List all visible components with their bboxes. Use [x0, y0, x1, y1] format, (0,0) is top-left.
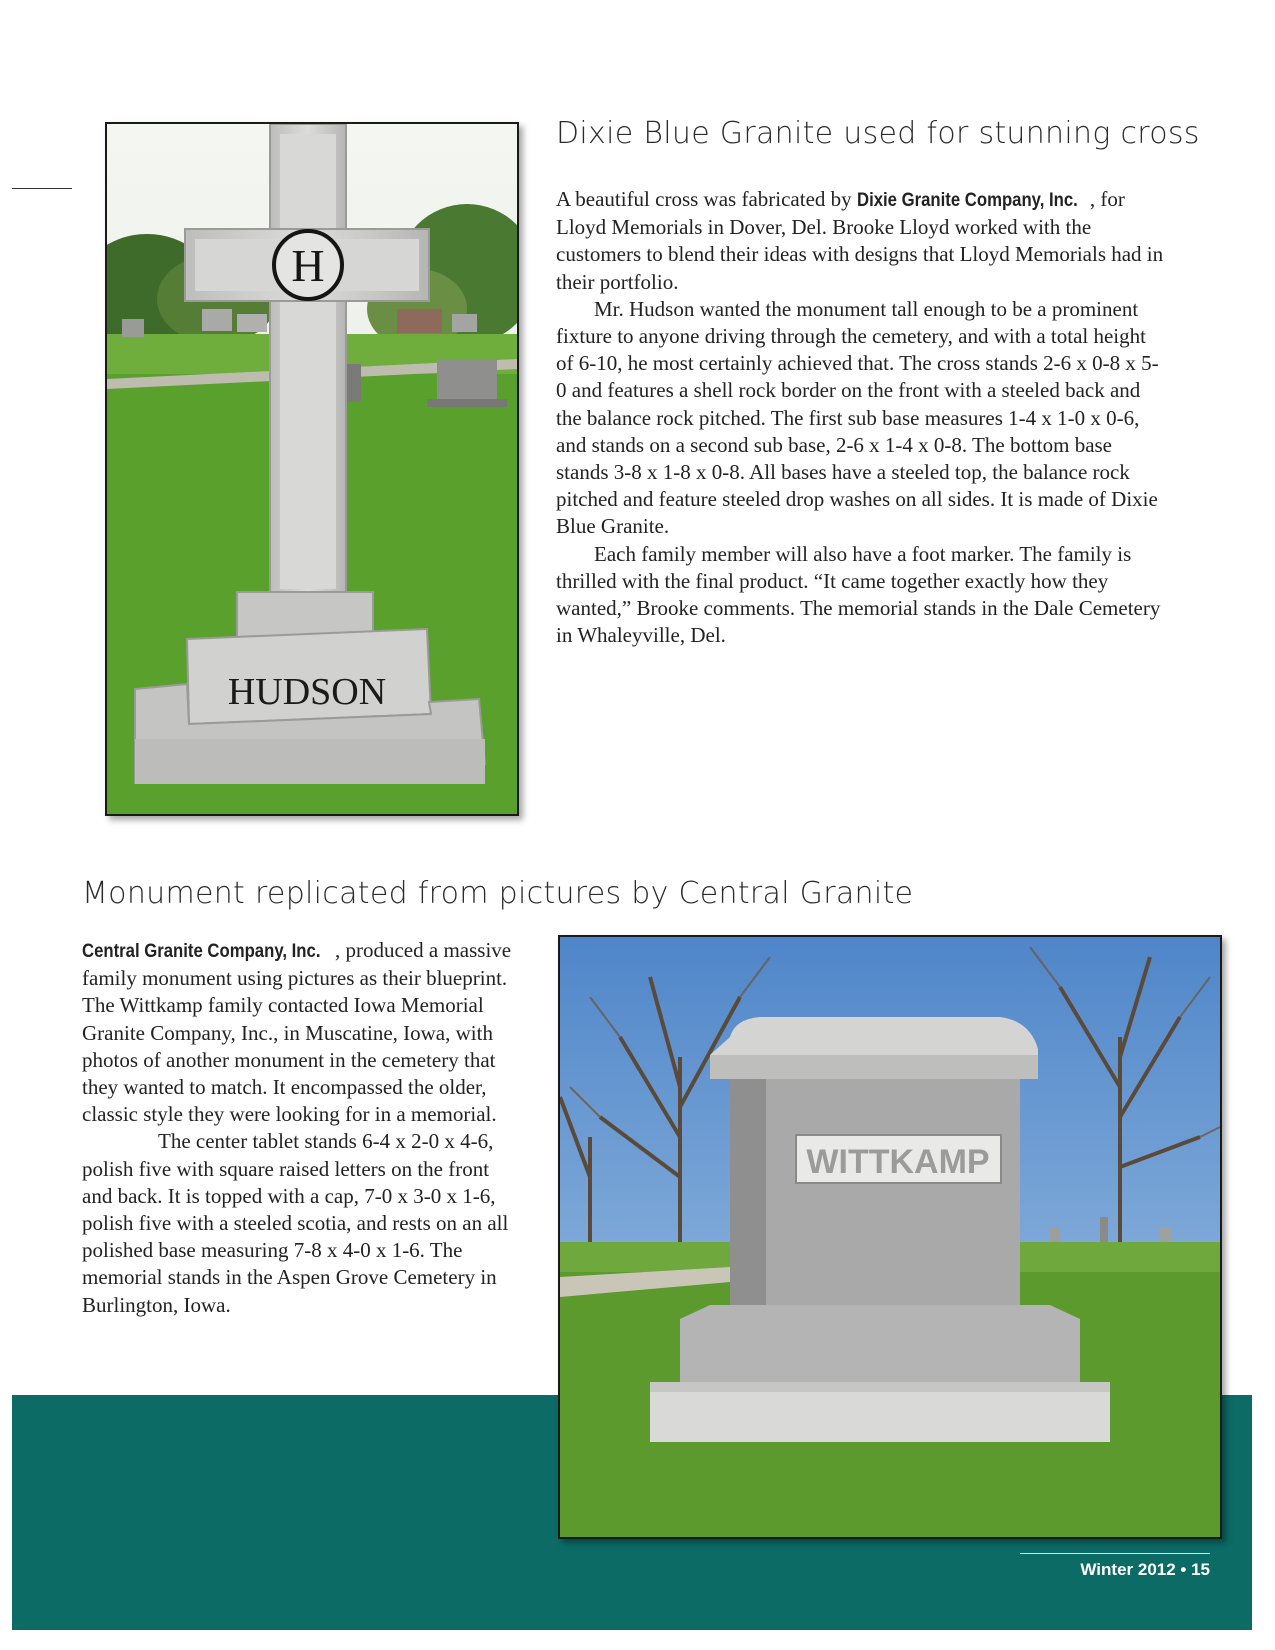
cross-inscription: HUDSON [227, 671, 387, 713]
article-1-paragraph-2: Mr. Hudson wanted the monument tall enough to be a prominent fixture to anyone driving through the cemetery, and with a total height of 6-10, he most certainly achieved that. The cross stands 2-6 x 0-8 x 5-0 and features a shell rock border on the front with a steeled back and the balance rock pitched. The first sub base measures 1-4 x 1-0 x 0-6, and stands on a second sub base, 2-6 x 1-4 x 0-8. The bottom base stands 3-8 x 1-8 x 0-8. All bases have a steeled top, the balance rock pitched and feature steeled drop washes on all sides. It is made of Dixie Blue Granite. [556, 296, 1159, 539]
article-2-body [82, 937, 522, 1319]
article-1-headline: Dixie Blue Granite used for stunning cross [556, 116, 1200, 151]
cross-monument-photo [105, 122, 519, 816]
article-1-company: Dixie Granite Company, Inc. [856, 190, 1078, 211]
article-2-company: Central Granite Company, Inc. [82, 941, 321, 962]
article-1-lead-rest: , for Lloyd Memorials in Dover, Del. Brooke Lloyd worked with the customers to blend their ideas with designs that Lloyd Memorials had in their portfolio. [556, 187, 1164, 294]
wittkamp-monument-photo [558, 935, 1222, 1539]
article-2-lead-rest: , produced a massive family monument using pictures as their blueprint. The Wittkamp family contacted Iowa Memorial Granite Company, Inc., in Muscatine, Iowa, with photos of another monument in the cemetery that they wanted to match. It encompassed the older, classic style they were looking for in a memorial. [82, 938, 512, 1127]
article-1-lead [556, 186, 1166, 296]
footer-rule [1020, 1553, 1210, 1554]
article-2-lead [82, 937, 522, 1128]
article-1-lead-pre: A beautiful cross was fabricated by [556, 187, 857, 211]
page-footer-issue: Winter 2012 • 15 [1080, 1560, 1210, 1579]
cross-monogram: H [291, 240, 325, 291]
article-1-paragraph-3: Each family member will also have a foot marker. The family is thrilled with the final product. “It came together exactly how they wanted,” Brooke comments. The memorial stands in the Dale Cemetery in Whaleyville, Del. [556, 541, 1161, 648]
article-1-body [556, 186, 1166, 649]
cross-monument-illustration [107, 124, 517, 814]
article-2-paragraph-2: The center tablet stands 6-4 x 2-0 x 4-6, polish five with square raised letters on the front and back. It is topped with a cap, 7-0 x 3-0 x 1-6, polish five with a steeled scotia, and rests on an all polished base measuring 7-8 x 4-0 x 1-6. The memorial stands in the Aspen Grove Cemetery in Burlington, Iowa. [82, 1129, 509, 1317]
wittkamp-inscription: WITTKAMP [806, 1143, 990, 1181]
margin-rule [12, 188, 72, 189]
article-2-headline: Monument replicated from pictures by Central Granite [82, 876, 914, 911]
wittkamp-monument-illustration [560, 937, 1220, 1537]
